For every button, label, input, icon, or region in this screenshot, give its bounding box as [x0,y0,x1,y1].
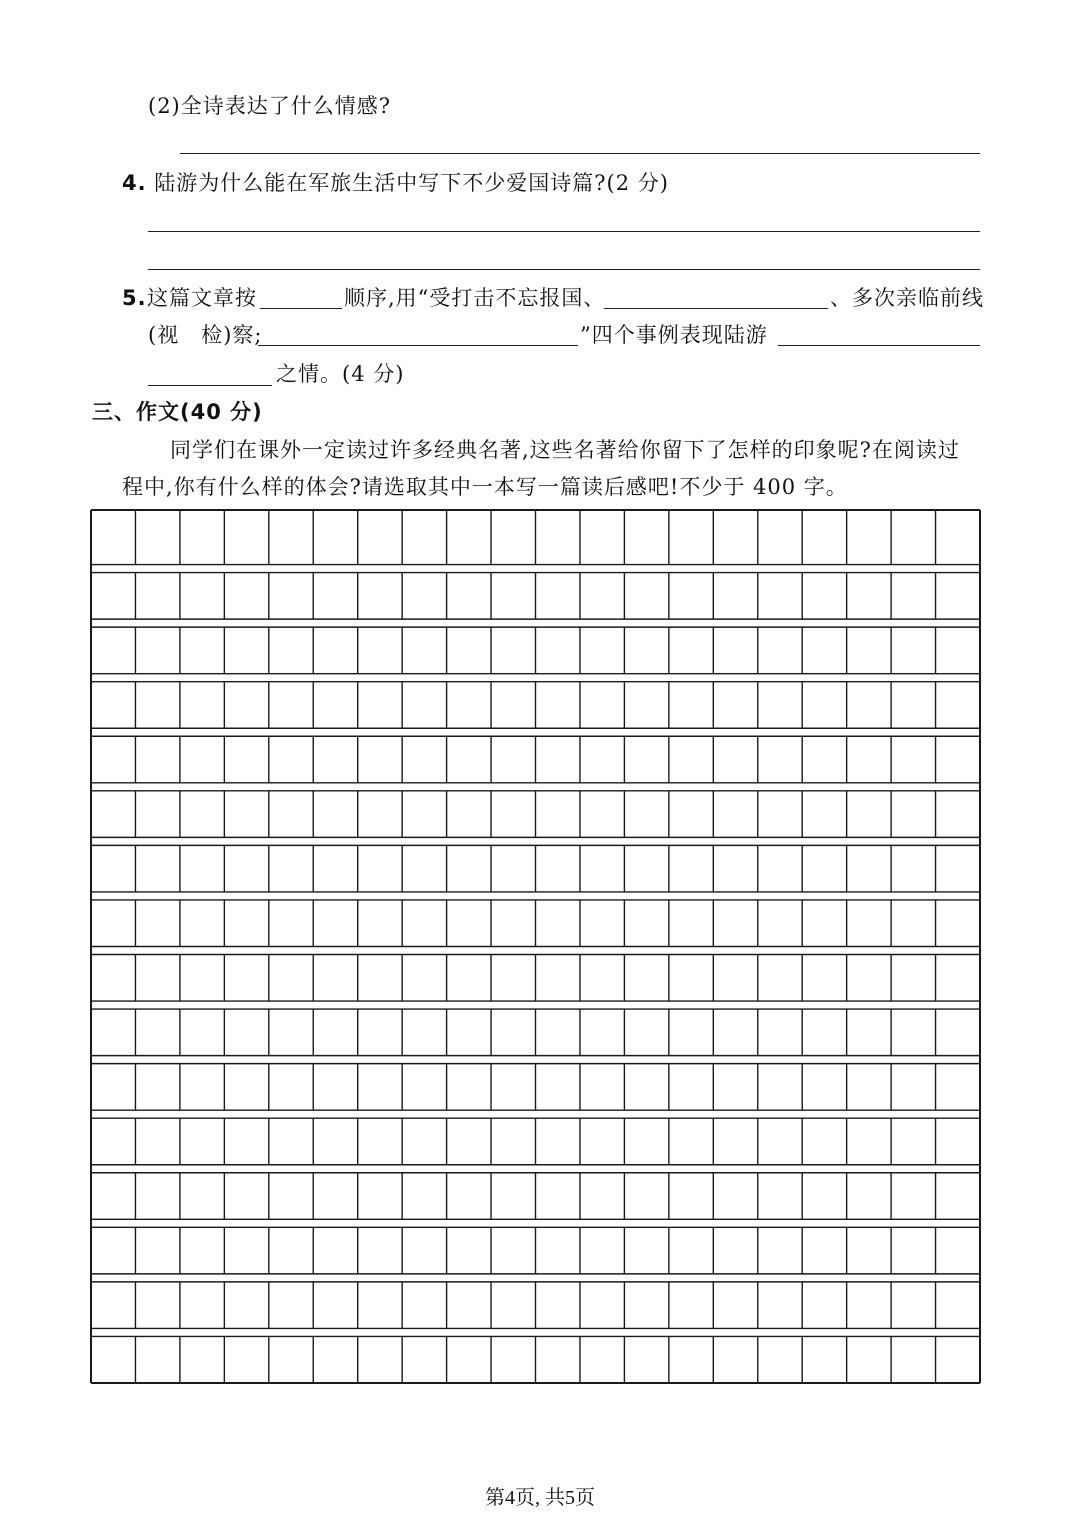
question-5-part1: 这篇文章按 [147,286,257,310]
composition-prompt-line-1: 同学们在课外一定读过许多经典名著,这些名著给你留下了怎样的印象呢?在阅读过 [170,438,960,462]
question-5-part4: (视 检)察; [148,323,263,347]
section-3-heading: 三、作文(40 分) [92,400,263,424]
composition-prompt-line-2: 程中,你有什么样的体会?请选取其中一本写一篇读后感吧!不少于 400 字。 [122,475,848,499]
question-4-number: 4. [122,171,147,195]
question-5-part6: 之情。(4 分) [276,362,405,386]
question-5-part3: 、多次亲临前线 [830,286,984,310]
question-5-part2: 顺序,用“受打击不忘报国、 [344,286,606,310]
question-5-part5: ”四个事例表现陆游 [580,323,768,347]
question-3-2-text: (2)全诗表达了什么情感? [148,94,392,118]
question-4-text: 陆游为什么能在军旅生活中写下不少爱国诗篇?(2 分) [154,171,669,195]
page-number-footer: 第4页, 共5页 [485,1487,595,1509]
question-5-number: 5. [122,286,147,310]
